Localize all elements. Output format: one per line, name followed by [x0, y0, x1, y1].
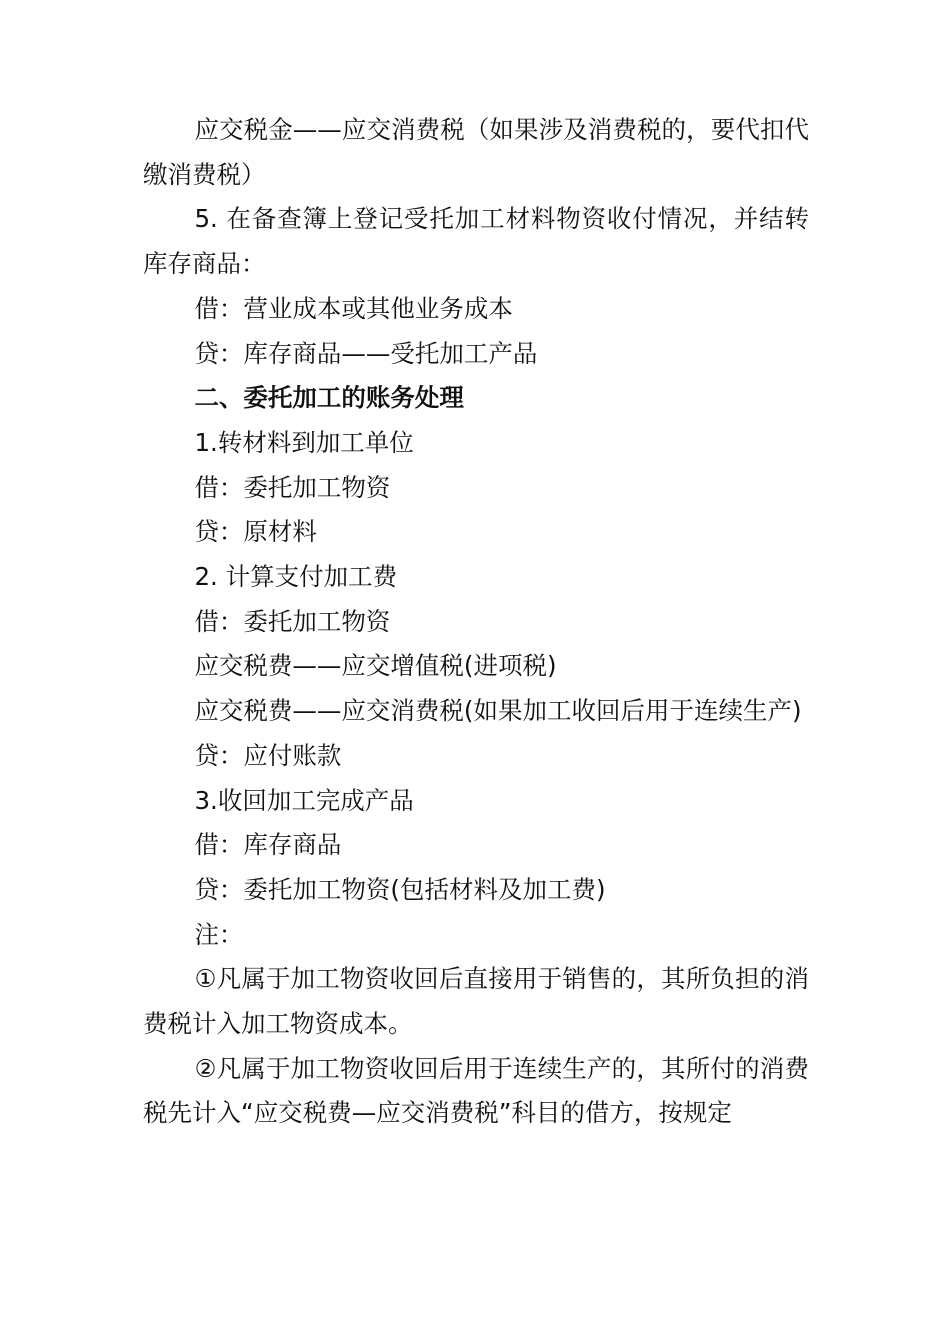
paragraph-step-2: 2. 计算支付加工费 [194, 562, 398, 592]
paragraph-credit-processing: 贷：委托加工物资(包括材料及加工费) [194, 874, 606, 904]
paragraph-debit-processing: 借：委托加工物资 [194, 472, 391, 502]
paragraph-step-1: 1.转材料到加工单位 [194, 427, 414, 457]
paragraph-consumption-tax-continuous: 应交税费——应交消费税(如果加工收回后用于连续生产) [194, 696, 802, 726]
paragraph-vat-input: 应交税费——应交增值税(进项税) [194, 651, 557, 681]
paragraph-debit-cost: 借：营业成本或其他业务成本 [194, 293, 513, 323]
paragraph-credit-raw-material: 贷：原材料 [194, 517, 317, 547]
paragraph-note-2: ②凡属于加工物资收回后用于连续生产的，其所付的消费税先计入“应交税费—应交消费税”科目的借方，按规定 [143, 1053, 809, 1128]
paragraph-credit-inventory: 贷：库存商品——受托加工产品 [194, 338, 538, 368]
paragraph-step-3: 3.收回加工完成产品 [194, 785, 414, 815]
paragraph-debit-processing-2: 借：委托加工物资 [194, 606, 391, 636]
paragraph-debit-inventory: 借：库存商品 [194, 830, 342, 860]
paragraph-note-1: ①凡属于加工物资收回后直接用于销售的，其所负担的消费税计入加工物资成本。 [143, 964, 809, 1039]
document-body [143, 108, 809, 1136]
paragraph-note-label: 注： [194, 919, 244, 949]
section-heading: 二、委托加工的账务处理 [194, 383, 464, 413]
paragraph-step-5: 5. 在备查簿上登记受托加工材料物资收付情况，并结转库存商品： [143, 204, 809, 279]
paragraph-consumption-tax-entry: 应交税金——应交消费税（如果涉及消费税的，要代扣代缴消费税） [143, 115, 809, 189]
paragraph-credit-payable: 贷：应付账款 [194, 740, 342, 770]
